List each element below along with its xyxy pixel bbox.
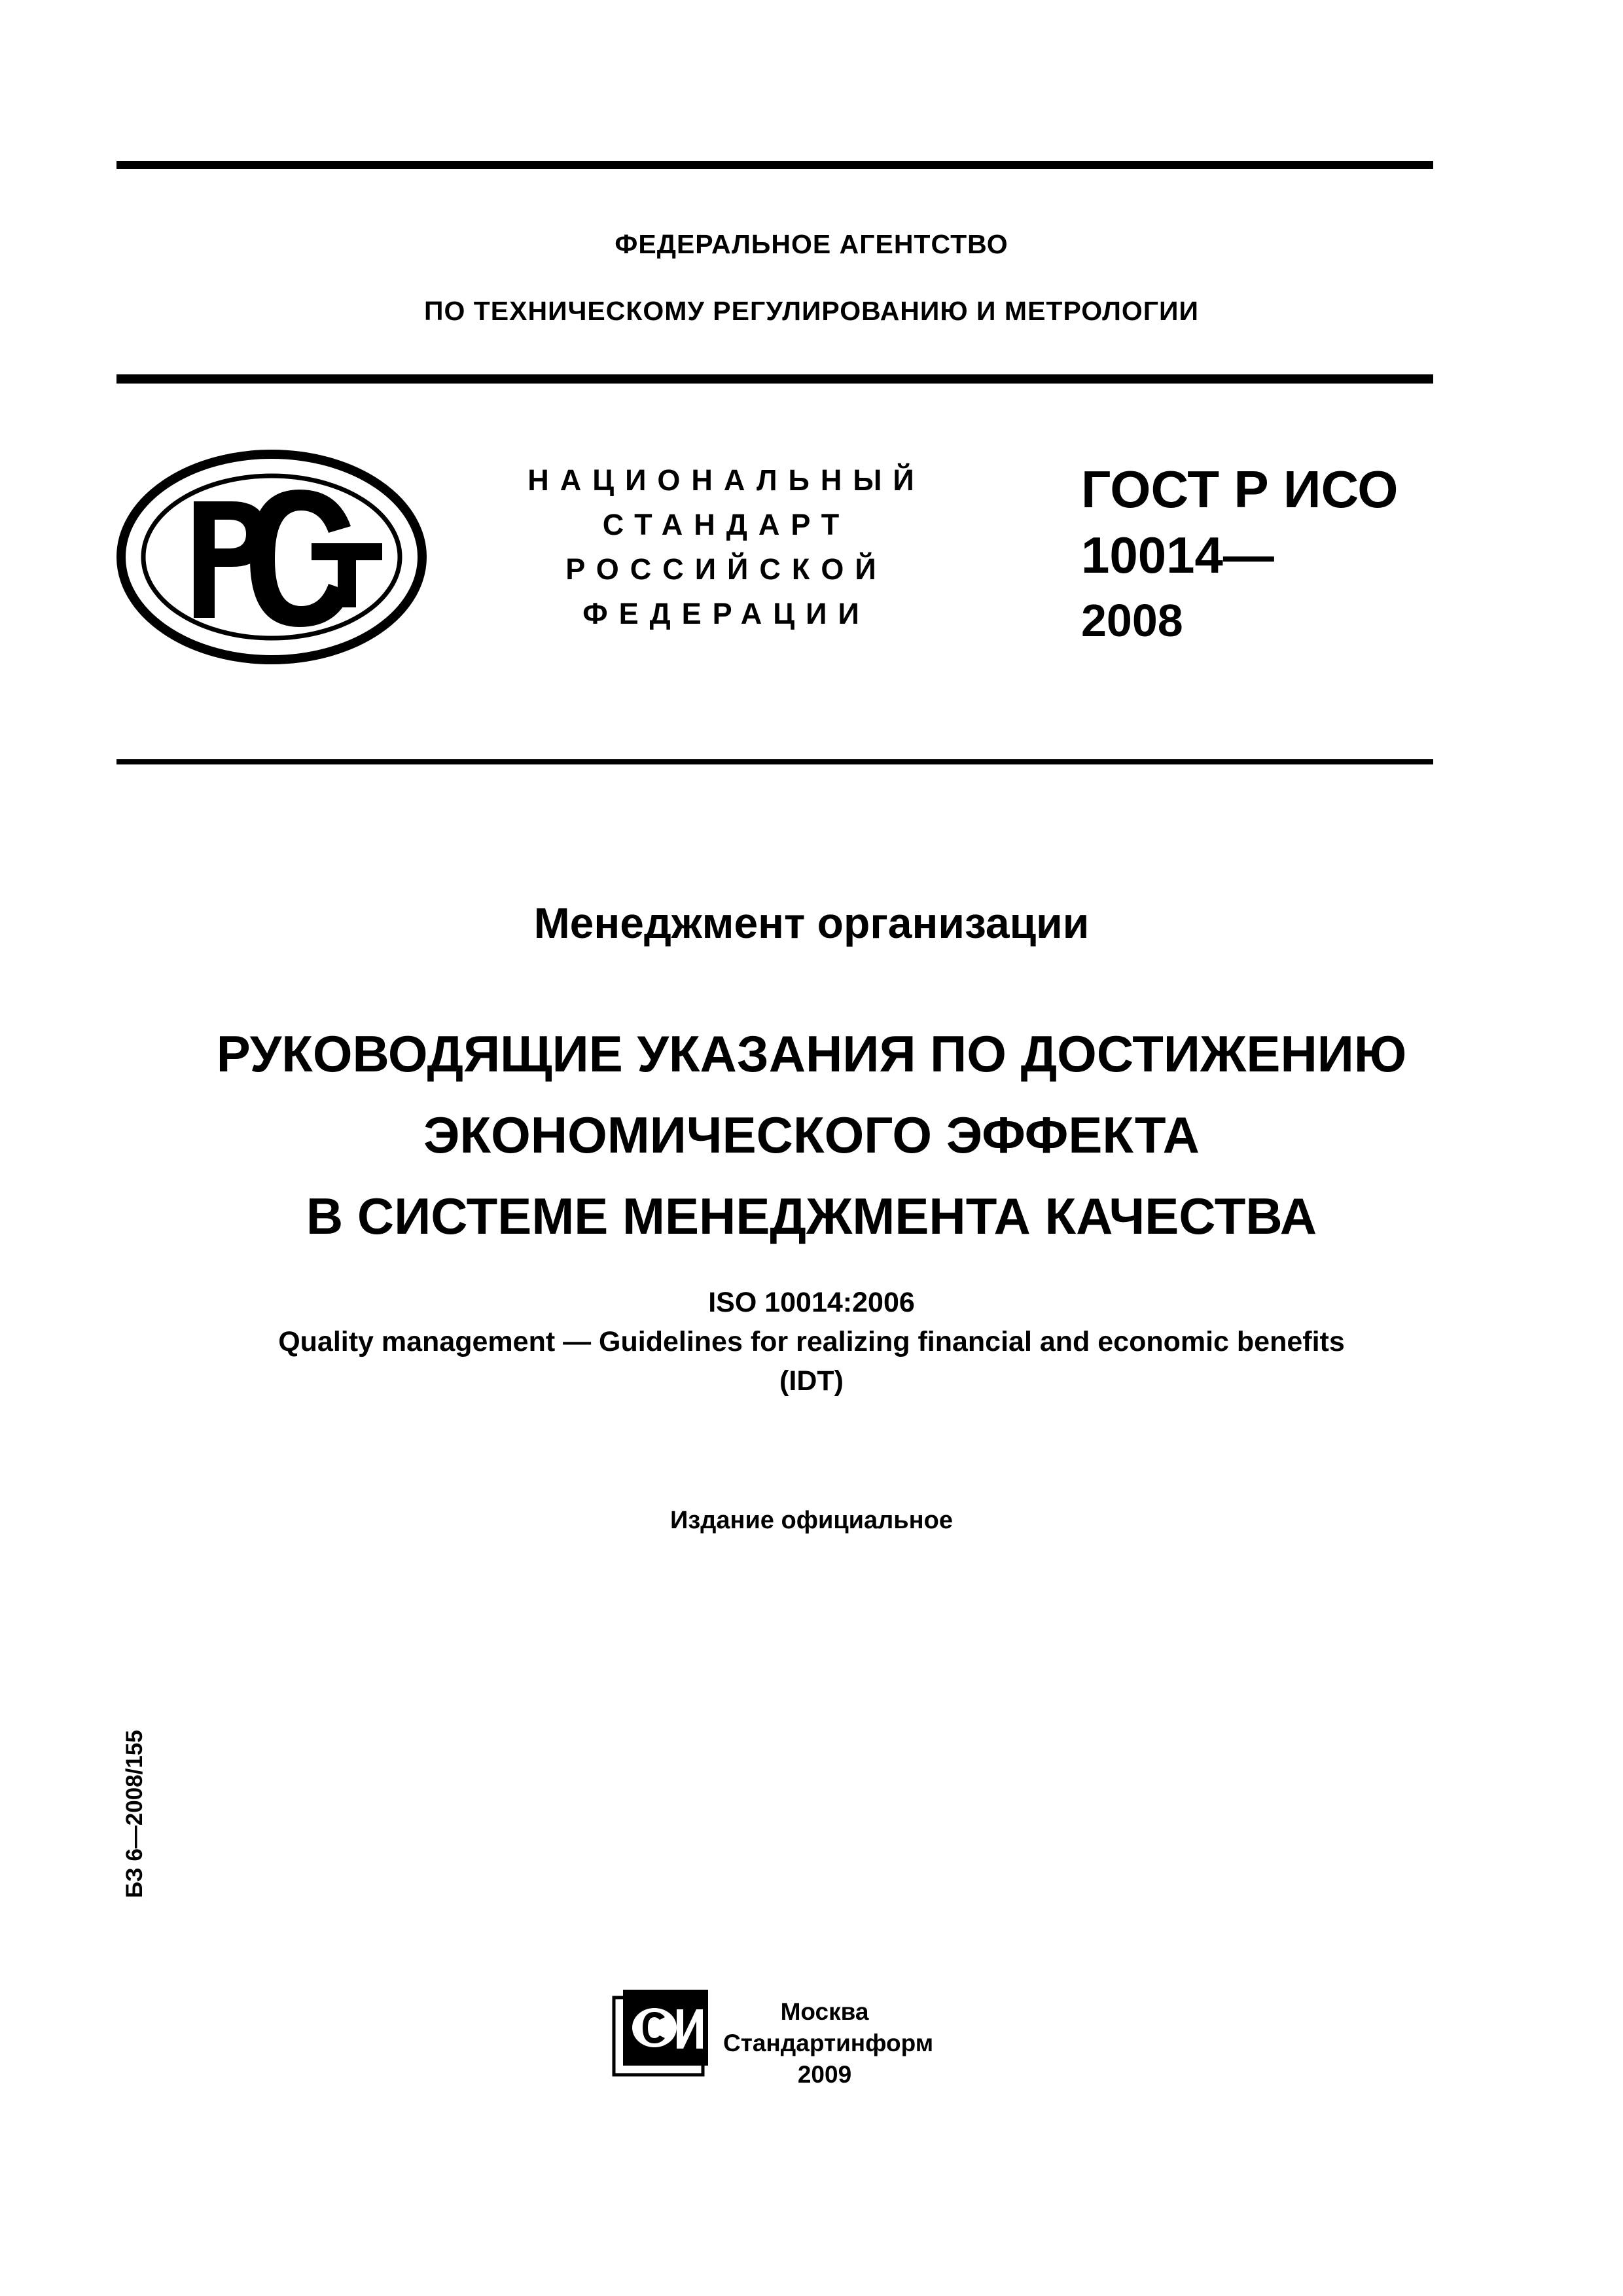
designation-line3: 2008 <box>1081 595 1183 646</box>
national-standard-label <box>484 458 969 636</box>
designation-line2: 10014— <box>1081 526 1274 584</box>
document-title-line1: РУКОВОДЯЩИЕ УКАЗАНИЯ ПО ДОСТИЖЕНИЮ <box>216 1025 1407 1083</box>
document-title-line3: В СИСТЕМЕ МЕНЕДЖМЕНТА КАЧЕСТВА <box>306 1187 1317 1245</box>
rst-certification-logo-icon <box>115 449 428 665</box>
side-code: БЗ 6—2008/155 <box>122 1730 147 1898</box>
agency-name-line2: ПО ТЕХНИЧЕСКОМУ РЕГУЛИРОВАНИЮ И МЕТРОЛОГИИ <box>424 296 1199 326</box>
national-standard-line1: НАЦИОНАЛЬНЫЙ <box>527 463 925 497</box>
standartinform-logo-icon <box>609 1983 713 2081</box>
section-title: Менеджмент организации <box>533 899 1090 947</box>
header-bottom-rule <box>116 759 1433 764</box>
designation-line1: ГОСТ Р ИСО <box>1081 460 1399 518</box>
document-title <box>0 1013 1623 1257</box>
standard-designation <box>1081 457 1399 653</box>
publisher-year: 2009 <box>797 2061 852 2088</box>
agency-name-line1: ФЕДЕРАЛЬНОЕ АГЕНТСТВО <box>615 229 1008 259</box>
publisher-name: Стандартинформ <box>723 2030 934 2056</box>
agency-rule <box>116 374 1433 384</box>
top-rule <box>116 161 1433 169</box>
document-title-line2: ЭКОНОМИЧЕСКОГО ЭФФЕКТА <box>423 1106 1200 1164</box>
publisher-city: Москва <box>780 1998 869 2025</box>
national-standard-line2: СТАНДАРТ <box>602 508 851 541</box>
iso-code: ISO 10014:2006 <box>708 1287 915 1318</box>
edition-label: Издание официальное <box>670 1507 953 1534</box>
national-standard-line4: ФЕДЕРАЦИИ <box>582 597 870 630</box>
national-standard-line3: РОССИЙСКОЙ <box>565 552 887 586</box>
iso-title: Quality management — Guidelines for realizing financial and economic benefits <box>278 1326 1345 1357</box>
iso-degree: (IDT) <box>779 1365 844 1397</box>
iso-reference <box>0 1283 1623 1401</box>
publisher-info <box>723 1996 934 2090</box>
